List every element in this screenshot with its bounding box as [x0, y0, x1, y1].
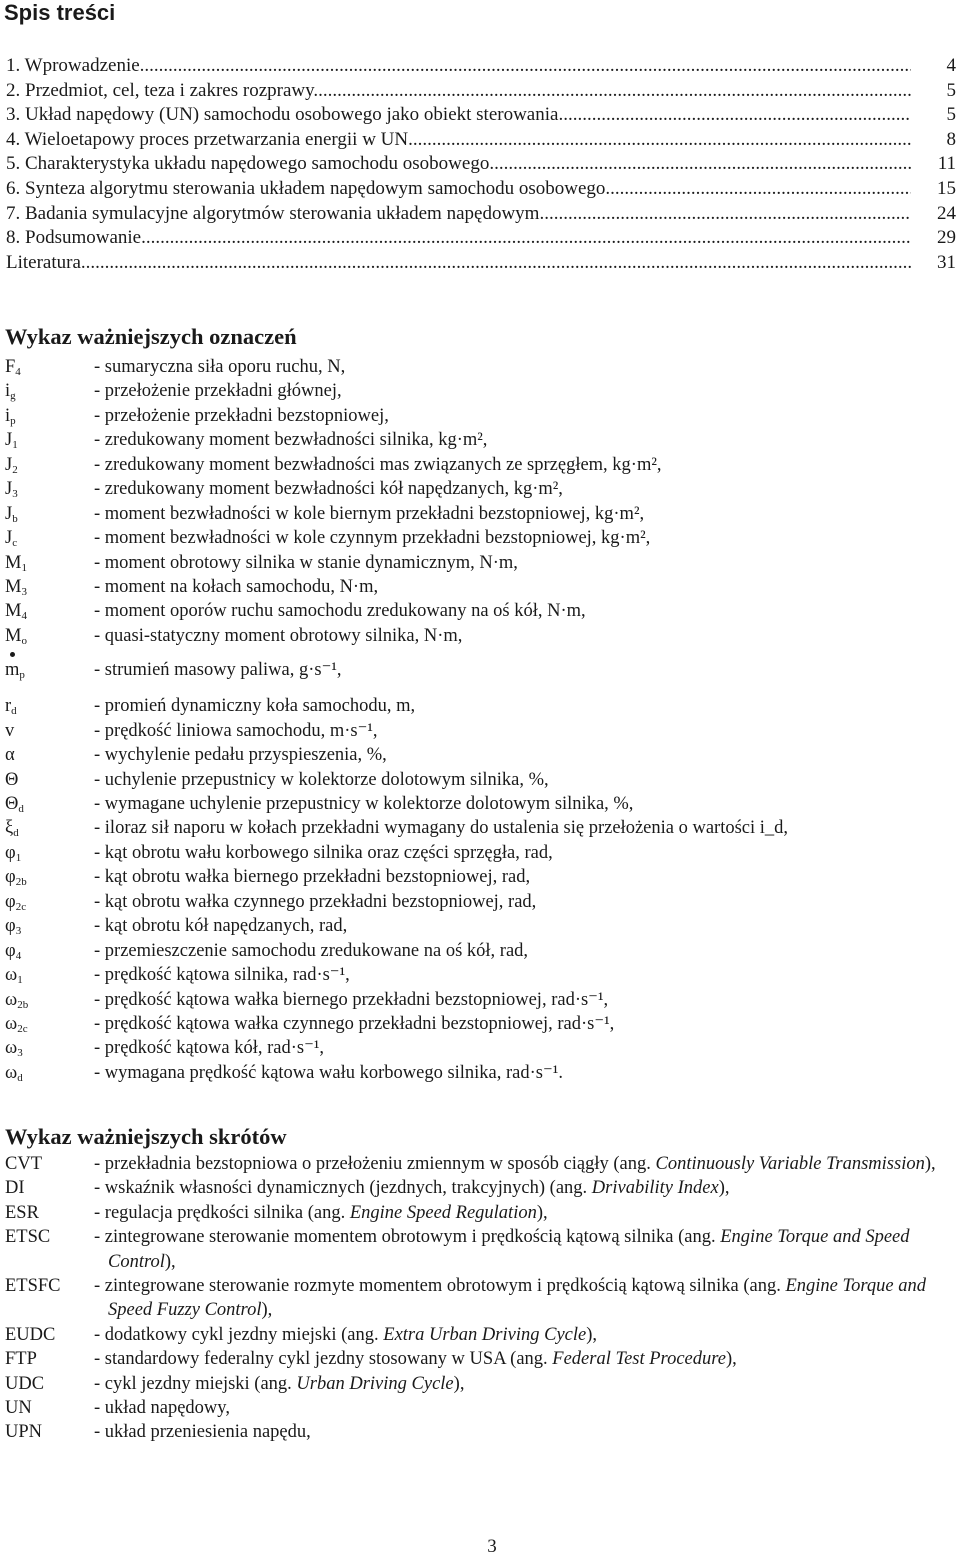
symbol-description: - strumień masowy paliwa, g·s⁻¹,: [94, 660, 342, 681]
symbol: [5, 624, 90, 648]
abbreviation-tail: ),: [164, 1251, 176, 1272]
symbol-subscript: 3: [17, 1047, 23, 1060]
symbol: [5, 404, 90, 428]
toc-entry[interactable]: [6, 202, 960, 227]
symbol-description: - wychylenie pedału przyspieszenia, %,: [94, 745, 387, 766]
symbol: [5, 792, 90, 816]
abbreviation-row: [5, 1396, 960, 1420]
symbol: [5, 428, 90, 452]
symbol-subscript: 2c: [15, 900, 27, 913]
symbol: [5, 768, 90, 792]
symbol: [5, 1061, 90, 1085]
symbol: [5, 526, 90, 550]
abbreviation-text: - cykl jezdny miejski (ang.: [94, 1373, 297, 1394]
symbol-row: [5, 648, 960, 694]
toc-entry-title: 4. Wieloetapowy proces przetwarzania energii w UN .....: [6, 128, 911, 153]
abbreviation-description: [94, 1323, 960, 1347]
symbol-base: φ: [5, 916, 16, 937]
symbol-subscript: 4: [15, 949, 22, 962]
symbol-description: - uchylenie przepustnicy w kolektorze dolotowym silnika, %,: [94, 769, 549, 790]
abbreviation-tail: ),: [453, 1373, 465, 1394]
abbreviation-row: [5, 1372, 960, 1396]
abbreviation-tail: ),: [725, 1349, 737, 1370]
toc-entry[interactable]: [6, 177, 960, 202]
symbol-base: J: [5, 430, 13, 451]
abbreviation-row: [5, 1274, 960, 1323]
symbol-description: - moment na kołach samochodu, N·m,: [94, 576, 379, 597]
toc-entry[interactable]: [6, 54, 960, 79]
toc-entry[interactable]: [6, 103, 960, 128]
abbreviation-english-term: Engine Torque and Speed Fuzzy Control: [108, 1276, 926, 1321]
symbol-description: - zredukowany moment bezwładności mas związanych ze sprzęgłem, kg·m²,: [94, 454, 662, 475]
abbreviation-description: [94, 1201, 960, 1225]
toc-entry-page: 29: [937, 227, 956, 249]
symbol-base: φ: [5, 940, 16, 961]
symbol: [5, 502, 90, 526]
symbol-row: [5, 575, 960, 599]
symbol-base: Θ: [5, 769, 19, 790]
abbreviation-row: [5, 1201, 960, 1225]
abbreviation: CVT: [5, 1154, 42, 1174]
symbol: [5, 1012, 90, 1036]
symbol-row: [5, 743, 960, 767]
toc-entry-title: 2. Przedmiot, cel, teza i zakres rozprawy .....: [6, 79, 911, 104]
symbol-row: [5, 719, 960, 743]
symbol: [5, 694, 90, 718]
symbol-description: - moment bezwładności w kole biernym przekładni bezstopniowej, kg·m²,: [94, 503, 645, 524]
toc-entry-title: 6. Synteza algorytmu sterowania układem napędowym samochodu osobowego .....: [6, 177, 911, 202]
toc-entry-page: 24: [937, 202, 956, 224]
symbol: [5, 599, 90, 623]
symbol-row: [5, 939, 960, 963]
symbol-base: ω: [5, 1062, 18, 1083]
toc-entry-title: 3. Układ napędowy (UN) samochodu osobowego jako obiekt sterowania .....: [6, 103, 911, 128]
abbreviation-english-term: Engine Torque and Speed Control: [108, 1227, 910, 1272]
symbol-base: i: [5, 381, 11, 402]
table-of-contents: [6, 54, 960, 275]
abbreviation-english-term: Urban Driving Cycle: [296, 1373, 454, 1394]
toc-entry-page: 8: [946, 128, 956, 150]
symbol-base: Θ: [5, 794, 19, 814]
symbol-subscript: c: [12, 537, 18, 550]
symbol-base: r: [5, 696, 12, 717]
toc-entry-title: Literatura .....: [6, 251, 911, 276]
abbreviation: ESR: [5, 1202, 39, 1223]
symbol: [5, 379, 90, 403]
toc-entry-page: 5: [946, 104, 956, 126]
symbol-description: - prędkość kątowa silnika, rad·s⁻¹,: [94, 965, 350, 986]
toc-entry-page: 11: [937, 153, 956, 175]
symbol-row: [5, 963, 960, 987]
symbol-row: [5, 502, 960, 526]
symbol-row: [5, 599, 960, 623]
symbol-description: - prędkość liniowa samochodu, m·s⁻¹,: [94, 720, 378, 741]
toc-entry-page: 15: [937, 177, 956, 199]
abbreviation-text: - dodatkowy cykl jezdny miejski (ang.: [94, 1324, 384, 1345]
abbreviation-text: - zintegrowane sterowanie rozmyte momentem obrotowym i prędkością kątową silnika (ang.: [94, 1276, 786, 1297]
symbol-description: - kąt obrotu kół napędzanych, rad,: [94, 916, 348, 937]
toc-entry[interactable]: [6, 128, 960, 153]
symbol-subscript: 1: [21, 561, 27, 574]
symbol: [5, 816, 90, 840]
symbol: [5, 477, 90, 501]
symbol-subscript: 1: [17, 974, 23, 987]
symbol-base: v: [5, 720, 15, 741]
symbol-base: ω: [5, 1038, 18, 1059]
symbol-row: [5, 694, 960, 718]
symbol-base: F: [5, 357, 16, 377]
toc-entry[interactable]: [6, 152, 960, 177]
toc-entry-title: 8. Podsumowanie .....: [6, 226, 911, 251]
symbol-base: ξ: [5, 818, 14, 839]
symbol-subscript: o: [21, 634, 27, 647]
symbol: [5, 988, 90, 1012]
symbol-description: - kąt obrotu wałka biernego przekładni bezstopniowej, rad,: [94, 867, 531, 888]
toc-entry-page: 4: [946, 55, 956, 76]
symbol-subscript: g: [10, 390, 16, 403]
symbol-description: - prędkość kątowa wałka czynnego przekładni bezstopniowej, rad·s⁻¹,: [94, 1013, 615, 1034]
symbol-description: - prędkość kątowa kół, rad·s⁻¹,: [94, 1038, 325, 1059]
abbreviation-description: [94, 1176, 960, 1200]
symbol: [5, 1036, 90, 1060]
symbol: [5, 575, 90, 599]
symbol: [5, 719, 90, 743]
abbreviation-tail: ),: [924, 1154, 936, 1174]
symbol-row: [5, 792, 960, 816]
symbol-subscript: 1: [12, 439, 18, 452]
toc-entry-title: 7. Badania symulacyjne algorytmów sterowania układem napędowym .....: [6, 202, 911, 227]
symbol-subscript: 4: [15, 366, 21, 378]
toc-entry-page: 31: [937, 251, 956, 273]
abbreviation-text: - standardowy federalny cykl jezdny stosowany w USA (ang.: [94, 1349, 553, 1370]
symbol: [5, 453, 90, 477]
symbol-row: [5, 404, 960, 428]
symbol-subscript: 2b: [15, 876, 27, 889]
abbreviation-tail: ),: [536, 1202, 548, 1223]
symbol-base: M: [5, 576, 22, 597]
abbreviation-description: [94, 1396, 960, 1420]
symbol-base: M: [5, 552, 22, 573]
symbol-description: - wymagana prędkość kątowa wału korbowego silnika, rad·s⁻¹.: [94, 1062, 563, 1083]
symbol-row: [5, 1061, 960, 1085]
abbreviation-english-term: Extra Urban Driving Cycle: [383, 1324, 587, 1345]
symbol: [5, 355, 90, 379]
symbol-base: i: [5, 405, 11, 426]
symbol-description: - przemieszczenie samochodu zredukowane na oś kół, rad,: [94, 940, 529, 961]
abbreviation-description: [94, 1274, 960, 1323]
symbol-subscript: d: [11, 705, 17, 718]
abbreviation-description: [94, 1420, 960, 1444]
symbol-row: [5, 355, 960, 379]
symbol-row: [5, 477, 960, 501]
symbol-base: J: [5, 454, 13, 475]
symbol-subscript: 1: [15, 851, 22, 864]
symbol-subscript: 4: [21, 610, 27, 623]
symbol-row: [5, 768, 960, 792]
symbol-description: - kąt obrotu wału korbowego silnika oraz części sprzęgła, rad,: [94, 842, 553, 863]
abbreviation-text: - zintegrowane sterowanie momentem obrotowym i prędkością kątową silnika (ang.: [94, 1227, 721, 1248]
abbreviation-tail: ),: [261, 1300, 273, 1321]
symbol-description: - zredukowany moment bezwładności kół napędzanych, kg·m²,: [94, 479, 563, 500]
abbreviation-row: [5, 1225, 960, 1274]
toc-entry[interactable]: [6, 79, 960, 104]
symbols-title: Wykaz ważniejszych oznaczeń: [5, 324, 297, 349]
symbol-subscript: d: [13, 827, 19, 840]
symbol-base: φ: [5, 867, 16, 888]
symbol-row: [5, 428, 960, 452]
symbol-subscript: p: [10, 414, 16, 427]
symbol-row: [5, 865, 960, 889]
symbol: [5, 551, 90, 575]
symbol-base: M: [5, 625, 22, 646]
toc-entry[interactable]: [6, 226, 960, 251]
abbreviation-english-term: Continuously Variable Transmission: [655, 1154, 925, 1174]
abbreviation-text: - układ napędowy,: [94, 1398, 230, 1419]
symbol-row: [5, 624, 960, 648]
symbol-row: [5, 1012, 960, 1036]
symbol: [5, 914, 90, 938]
abbreviation-description: [94, 1347, 960, 1371]
abbreviation-english-term: Drivability Index: [591, 1178, 719, 1199]
abbreviation: ETSC: [5, 1227, 51, 1248]
abbreviation-english-term: Engine Speed Regulation: [349, 1202, 537, 1223]
abbreviation: ETSFC: [5, 1276, 61, 1297]
symbol: [5, 963, 90, 987]
abbreviations-list: [5, 1152, 960, 1445]
abbreviation-description: [94, 1225, 960, 1274]
symbol-description: - iloraz sił naporu w kołach przekładni wymagany do ustalenia się przełożenia o wartości i_d,: [94, 818, 789, 839]
symbol-description: - sumaryczna siła oporu ruchu, N,: [94, 357, 346, 377]
symbol-row: [5, 453, 960, 477]
abbreviation-english-term: Federal Test Procedure: [552, 1349, 726, 1370]
symbol: [5, 890, 90, 914]
symbol-description: - zredukowany moment bezwładności silnika, kg·m²,: [94, 430, 488, 451]
symbol-description: - przełożenie przekładni głównej,: [94, 381, 342, 402]
symbol-base: φ: [5, 891, 16, 912]
abbreviation-tail: ),: [718, 1178, 730, 1199]
symbol-description: - moment obrotowy silnika w stanie dynamicznym, N·m,: [94, 552, 518, 573]
symbol-description: - moment bezwładności w kole czynnym przekładni bezstopniowej, kg·m²,: [94, 528, 651, 549]
symbol-row: [5, 379, 960, 403]
symbol-subscript: 3: [21, 585, 27, 598]
symbol-row: [5, 1036, 960, 1060]
symbol-row: [5, 914, 960, 938]
abbreviation: FTP: [5, 1349, 37, 1370]
abbreviation-text: - przekładnia bezstopniowa o przełożeniu zmiennym w sposób ciągły (ang.: [94, 1154, 656, 1174]
abbreviation-row: [5, 1323, 960, 1347]
abbreviation: UPN: [5, 1422, 43, 1443]
toc-title: Spis treści: [4, 0, 116, 25]
abbreviation-description: [94, 1152, 960, 1176]
abbreviation-row: [5, 1420, 960, 1444]
symbol-description: - przełożenie przekładni bezstopniowej,: [94, 405, 389, 426]
abbreviation: DI: [5, 1178, 25, 1199]
symbol-subscript: 3: [15, 925, 22, 938]
symbol-row: [5, 551, 960, 575]
symbol-subscript: 2b: [17, 998, 29, 1011]
symbol-row: [5, 816, 960, 840]
symbol-base: ω: [5, 1013, 18, 1034]
symbol-row: [5, 988, 960, 1012]
symbols-list: [5, 355, 960, 1085]
symbol-base: m: [5, 660, 20, 681]
symbol-base: ω: [5, 965, 18, 986]
toc-entry[interactable]: [6, 251, 960, 276]
symbol-subscript: 2c: [17, 1022, 28, 1035]
abbreviation-text: - układ przeniesienia napędu,: [94, 1422, 311, 1443]
symbol: [5, 841, 90, 865]
abbreviation-description: [94, 1372, 960, 1396]
symbol-description: - moment oporów ruchu samochodu zredukowany na oś kół, N·m,: [94, 601, 586, 622]
symbol-subscript: p: [19, 669, 25, 682]
symbol: [5, 743, 90, 767]
abbreviation-row: [5, 1176, 960, 1200]
toc-entry-title: 1. Wprowadzenie .....: [6, 54, 911, 79]
abbreviation: UDC: [5, 1373, 45, 1394]
symbol-row: [5, 526, 960, 550]
symbol-description: - kąt obrotu wałka czynnego przekładni bezstopniowej, rad,: [94, 891, 537, 912]
abbreviation-row: [5, 1347, 960, 1371]
abbreviation: EUDC: [5, 1324, 56, 1345]
symbol-row: [5, 841, 960, 865]
symbol-subscript: d: [17, 1071, 23, 1084]
symbol-base: α: [5, 745, 15, 766]
symbol-base: J: [5, 503, 13, 524]
symbol-base: ω: [5, 989, 18, 1010]
symbol: [5, 939, 90, 963]
symbol-subscript: 2: [12, 463, 18, 476]
toc-entry-page: 5: [946, 79, 956, 101]
symbol-base: J: [5, 528, 13, 549]
symbol: [5, 658, 90, 682]
abbreviations-title: Wykaz ważniejszych skrótów: [5, 1124, 287, 1149]
symbol-subscript: d: [18, 803, 24, 815]
symbol-base: φ: [5, 842, 16, 863]
abbreviation-row: [5, 1152, 960, 1176]
symbol-row: [5, 890, 960, 914]
symbol-description: - prędkość kątowa wałka biernego przekładni bezstopniowej, rad·s⁻¹,: [94, 989, 609, 1010]
symbol-base: M: [5, 601, 22, 622]
symbol: [5, 865, 90, 889]
symbol-subscript: b: [12, 512, 18, 525]
abbreviation-tail: ),: [586, 1324, 598, 1345]
abbreviation-text: - regulacja prędkości silnika (ang.: [94, 1202, 350, 1223]
symbol-base: J: [5, 479, 13, 500]
symbol-description: - wymagane uchylenie przepustnicy w kolektorze dolotowym silnika, %,: [94, 794, 634, 814]
symbol-description: - quasi-statyczny moment obrotowy silnika, N·m,: [94, 625, 463, 646]
symbol-subscript: 3: [12, 488, 18, 501]
page-number: 3: [487, 1536, 497, 1557]
toc-entry-title: 5. Charakterystyka układu napędowego samochodu osobowego .....: [6, 152, 911, 177]
symbol-description: - promień dynamiczny koła samochodu, m,: [94, 696, 416, 717]
abbreviation-text: - wskaźnik własności dynamicznych (jezdnych, trakcyjnych) (ang.: [94, 1178, 592, 1199]
abbreviation: UN: [5, 1398, 32, 1419]
